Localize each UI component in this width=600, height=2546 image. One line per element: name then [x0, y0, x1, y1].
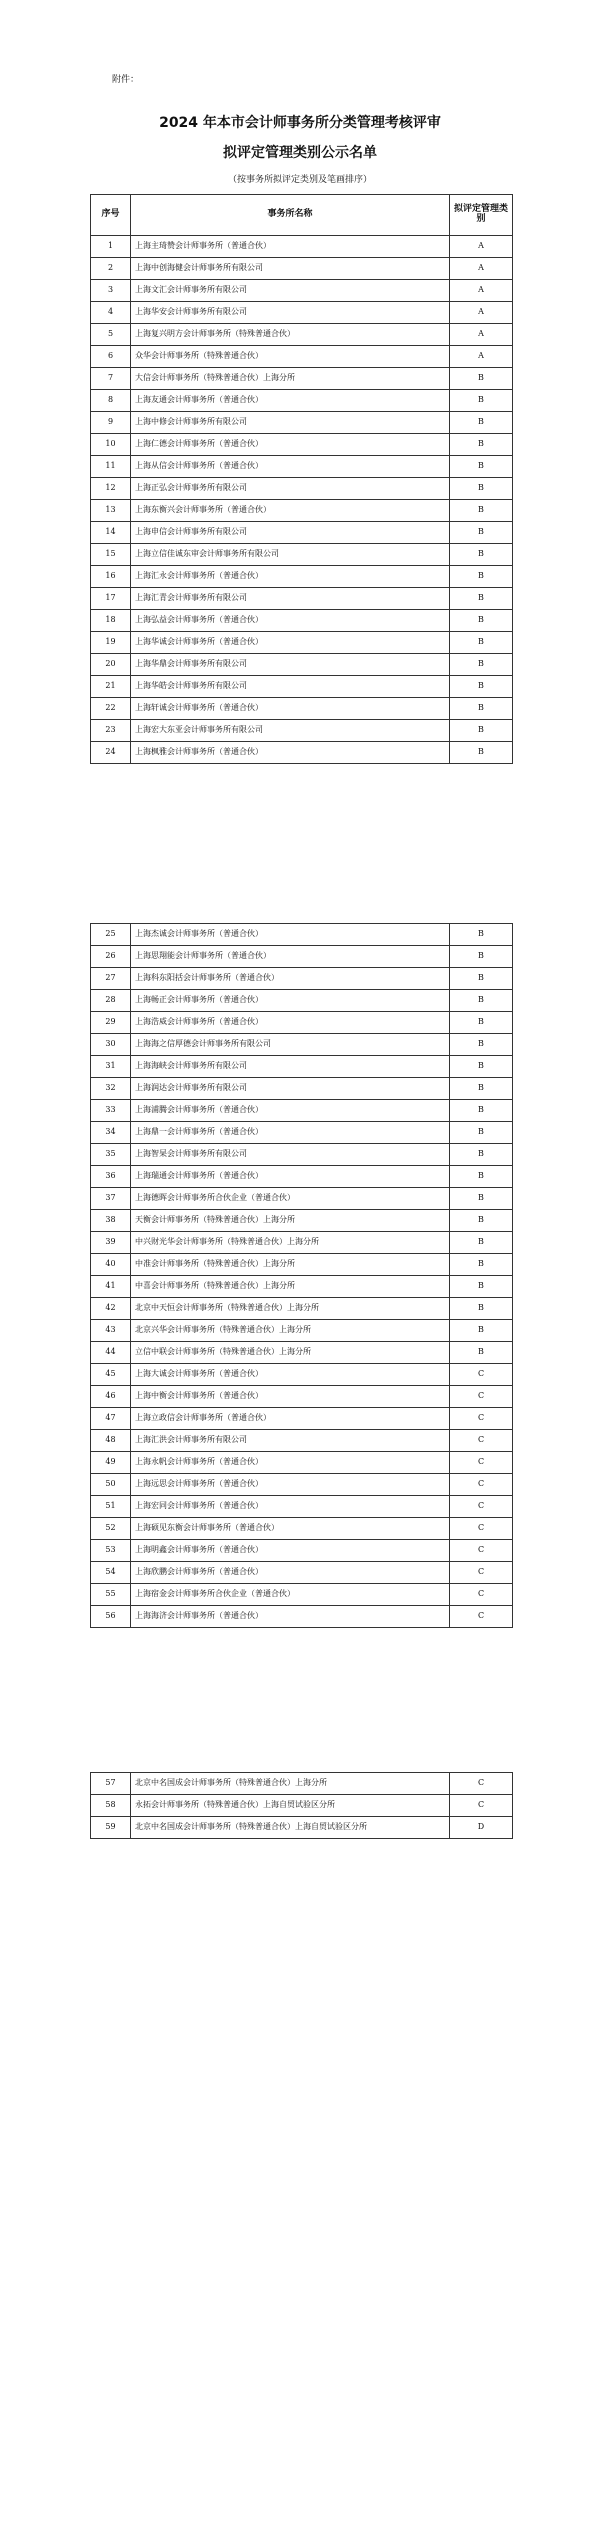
firm-table-page-1 — [90, 194, 513, 764]
table-row — [91, 1773, 513, 1795]
row-category: C — [450, 1364, 513, 1386]
row-seq: 35 — [91, 1144, 131, 1166]
table-row — [91, 1276, 513, 1298]
annex-label: 附件： — [112, 75, 140, 85]
table-row — [91, 1034, 513, 1056]
row-category: B — [450, 1122, 513, 1144]
row-category: B — [450, 698, 513, 720]
row-category: B — [450, 632, 513, 654]
row-seq: 39 — [91, 1232, 131, 1254]
row-seq: 21 — [91, 676, 131, 698]
table-row — [91, 676, 513, 698]
row-seq: 19 — [91, 632, 131, 654]
row-firm-name: 上海科东阳括会计师事务所（普通合伙） — [131, 968, 450, 990]
header-category: 拟评定管理类别 — [450, 195, 513, 236]
table-row — [91, 924, 513, 946]
row-category: B — [450, 522, 513, 544]
row-firm-name: 上海海峡会计师事务所有限公司 — [131, 1056, 450, 1078]
row-firm-name: 上海从信会计师事务所（普通合伙） — [131, 456, 450, 478]
table-row — [91, 456, 513, 478]
header-seq: 序号 — [91, 195, 131, 236]
row-firm-name: 上海浩威会计师事务所（普通合伙） — [131, 1012, 450, 1034]
row-firm-name: 上海大诚会计师事务所（普通合伙） — [131, 1364, 450, 1386]
row-category: C — [450, 1474, 513, 1496]
table-row — [91, 324, 513, 346]
table-row — [91, 1817, 513, 1839]
table-row — [91, 588, 513, 610]
row-firm-name: 上海畅正会计师事务所（普通合伙） — [131, 990, 450, 1012]
row-firm-name: 中兴财光华会计师事务所（特殊普通合伙）上海分所 — [131, 1232, 450, 1254]
row-firm-name: 上海弘益会计师事务所（普通合伙） — [131, 610, 450, 632]
table-row — [91, 1540, 513, 1562]
table-row — [91, 1012, 513, 1034]
row-firm-name: 上海宏大东亚会计师事务所有限公司 — [131, 720, 450, 742]
row-firm-name: 上海浦腾会计师事务所（普通合伙） — [131, 1100, 450, 1122]
row-seq: 56 — [91, 1606, 131, 1628]
row-seq: 41 — [91, 1276, 131, 1298]
row-seq: 22 — [91, 698, 131, 720]
table-row — [91, 968, 513, 990]
table-row — [91, 522, 513, 544]
row-seq: 45 — [91, 1364, 131, 1386]
sort-note: （按事务所拟评定类别及笔画排序） — [227, 175, 372, 185]
row-firm-name: 上海主琦赞会计师事务所（普通合伙） — [131, 236, 450, 258]
row-firm-name: 上海思翔能会计师事务所（普通合伙） — [131, 946, 450, 968]
table-row — [91, 434, 513, 456]
row-firm-name: 上海润达会计师事务所有限公司 — [131, 1078, 450, 1100]
table-row — [91, 1254, 513, 1276]
row-firm-name: 上海智杲会计师事务所有限公司 — [131, 1144, 450, 1166]
firm-table-page-3 — [90, 1772, 513, 1839]
row-category: B — [450, 720, 513, 742]
row-firm-name: 上海欣鹏会计师事务所（普通合伙） — [131, 1562, 450, 1584]
row-firm-name: 上海杰诚会计师事务所（普通合伙） — [131, 924, 450, 946]
row-seq: 57 — [91, 1773, 131, 1795]
row-firm-name: 上海正弘会计师事务所有限公司 — [131, 478, 450, 500]
row-firm-name: 中喜会计师事务所（特殊普通合伙）上海分所 — [131, 1276, 450, 1298]
table-row — [91, 1056, 513, 1078]
row-firm-name: 北京中名国成会计师事务所（特殊普通合伙）上海分所 — [131, 1773, 450, 1795]
row-firm-name: 上海仁德会计师事务所（普通合伙） — [131, 434, 450, 456]
row-category: B — [450, 1166, 513, 1188]
row-category: B — [450, 588, 513, 610]
row-seq: 8 — [91, 390, 131, 412]
row-firm-name: 上海远思会计师事务所（普通合伙） — [131, 1474, 450, 1496]
row-seq: 30 — [91, 1034, 131, 1056]
table-row — [91, 1430, 513, 1452]
row-category: B — [450, 434, 513, 456]
row-firm-name: 上海立政信会计师事务所（普通合伙） — [131, 1408, 450, 1430]
row-category: C — [450, 1540, 513, 1562]
row-firm-name: 上海中修会计师事务所有限公司 — [131, 412, 450, 434]
row-firm-name: 上海海济会计师事务所（普通合伙） — [131, 1606, 450, 1628]
table-row — [91, 946, 513, 968]
row-category: C — [450, 1386, 513, 1408]
row-firm-name: 上海文汇会计师事务所有限公司 — [131, 280, 450, 302]
row-category: A — [450, 280, 513, 302]
row-seq: 28 — [91, 990, 131, 1012]
row-seq: 17 — [91, 588, 131, 610]
table-row — [91, 500, 513, 522]
row-seq: 14 — [91, 522, 131, 544]
row-seq: 15 — [91, 544, 131, 566]
row-seq: 5 — [91, 324, 131, 346]
table-row — [91, 1795, 513, 1817]
row-seq: 34 — [91, 1122, 131, 1144]
row-seq: 37 — [91, 1188, 131, 1210]
row-category: B — [450, 946, 513, 968]
row-firm-name: 上海鼎一会计师事务所（普通合伙） — [131, 1122, 450, 1144]
row-firm-name: 上海立信佳诚东审会计师事务所有限公司 — [131, 544, 450, 566]
row-seq: 4 — [91, 302, 131, 324]
row-seq: 12 — [91, 478, 131, 500]
table-row — [91, 1342, 513, 1364]
table-row — [91, 1452, 513, 1474]
row-seq: 47 — [91, 1408, 131, 1430]
row-seq: 51 — [91, 1496, 131, 1518]
row-firm-name: 上海申信会计师事务所有限公司 — [131, 522, 450, 544]
row-seq: 29 — [91, 1012, 131, 1034]
row-seq: 36 — [91, 1166, 131, 1188]
row-category: B — [450, 1298, 513, 1320]
row-category: B — [450, 1144, 513, 1166]
row-category: C — [450, 1795, 513, 1817]
table-row — [91, 1166, 513, 1188]
row-firm-name: 北京兴华会计师事务所（特殊普通合伙）上海分所 — [131, 1320, 450, 1342]
row-firm-name: 天衡会计师事务所（特殊普通合伙）上海分所 — [131, 1210, 450, 1232]
row-firm-name: 上海宿金会计师事务所合伙企业（普通合伙） — [131, 1584, 450, 1606]
row-firm-name: 上海硕见东衡会计师事务所（普通合伙） — [131, 1518, 450, 1540]
row-category: B — [450, 1078, 513, 1100]
table-row — [91, 1122, 513, 1144]
row-category: B — [450, 368, 513, 390]
row-category: B — [450, 544, 513, 566]
table-row — [91, 1408, 513, 1430]
table-row — [91, 1232, 513, 1254]
table-row — [91, 258, 513, 280]
row-seq: 48 — [91, 1430, 131, 1452]
row-firm-name: 上海华安会计师事务所有限公司 — [131, 302, 450, 324]
table-header-row — [91, 195, 513, 236]
table-row — [91, 1298, 513, 1320]
row-seq: 32 — [91, 1078, 131, 1100]
row-seq: 2 — [91, 258, 131, 280]
row-firm-name: 上海轩诚会计师事务所（普通合伙） — [131, 698, 450, 720]
row-firm-name: 上海华鼎会计师事务所有限公司 — [131, 654, 450, 676]
row-category: B — [450, 1232, 513, 1254]
row-seq: 27 — [91, 968, 131, 990]
table-row — [91, 698, 513, 720]
row-firm-name: 上海中创海健会计师事务所有限公司 — [131, 258, 450, 280]
row-firm-name: 上海德晖会计师事务所合伙企业（普通合伙） — [131, 1188, 450, 1210]
row-seq: 7 — [91, 368, 131, 390]
row-firm-name: 中准会计师事务所（特殊普通合伙）上海分所 — [131, 1254, 450, 1276]
row-seq: 9 — [91, 412, 131, 434]
row-seq: 38 — [91, 1210, 131, 1232]
row-seq: 55 — [91, 1584, 131, 1606]
row-category: C — [450, 1518, 513, 1540]
row-seq: 59 — [91, 1817, 131, 1839]
row-seq: 3 — [91, 280, 131, 302]
row-firm-name: 上海复兴明方会计师事务所（特殊普通合伙） — [131, 324, 450, 346]
table-row — [91, 390, 513, 412]
row-seq: 46 — [91, 1386, 131, 1408]
row-category: B — [450, 1320, 513, 1342]
row-category: B — [450, 1188, 513, 1210]
row-firm-name: 大信会计师事务所（特殊普通合伙）上海分所 — [131, 368, 450, 390]
row-category: B — [450, 1012, 513, 1034]
row-seq: 6 — [91, 346, 131, 368]
document-subtitle: 拟评定管理类别公示名单 — [223, 145, 377, 161]
row-category: A — [450, 324, 513, 346]
row-category: A — [450, 346, 513, 368]
header-name: 事务所名称 — [131, 195, 450, 236]
row-category: B — [450, 1254, 513, 1276]
row-firm-name: 众华会计师事务所（特殊普通合伙） — [131, 346, 450, 368]
row-seq: 52 — [91, 1518, 131, 1540]
row-category: B — [450, 990, 513, 1012]
table-row — [91, 1144, 513, 1166]
table-row — [91, 236, 513, 258]
row-category: B — [450, 566, 513, 588]
table-row — [91, 742, 513, 764]
row-category: C — [450, 1452, 513, 1474]
row-category: C — [450, 1606, 513, 1628]
table-row — [91, 1474, 513, 1496]
row-seq: 10 — [91, 434, 131, 456]
table-row — [91, 1496, 513, 1518]
table-row — [91, 1584, 513, 1606]
row-category: B — [450, 1100, 513, 1122]
table-row — [91, 654, 513, 676]
row-firm-name: 上海汇青会计师事务所有限公司 — [131, 588, 450, 610]
row-firm-name: 上海友通会计师事务所（普通合伙） — [131, 390, 450, 412]
table-row — [91, 478, 513, 500]
row-seq: 18 — [91, 610, 131, 632]
row-category: B — [450, 390, 513, 412]
row-firm-name: 上海华诚会计师事务所（普通合伙） — [131, 632, 450, 654]
row-seq: 49 — [91, 1452, 131, 1474]
row-category: B — [450, 412, 513, 434]
row-firm-name: 上海永帆会计师事务所（普通合伙） — [131, 1452, 450, 1474]
row-category: B — [450, 456, 513, 478]
row-seq: 44 — [91, 1342, 131, 1364]
row-seq: 53 — [91, 1540, 131, 1562]
table-row — [91, 610, 513, 632]
row-category: D — [450, 1817, 513, 1839]
row-category: A — [450, 258, 513, 280]
row-seq: 20 — [91, 654, 131, 676]
table-row — [91, 302, 513, 324]
row-firm-name: 永拓会计师事务所（特殊普通合伙）上海自贸试验区分所 — [131, 1795, 450, 1817]
table-row — [91, 1100, 513, 1122]
row-category: B — [450, 968, 513, 990]
row-seq: 31 — [91, 1056, 131, 1078]
row-firm-name: 上海华皓会计师事务所有限公司 — [131, 676, 450, 698]
row-category: B — [450, 676, 513, 698]
row-seq: 58 — [91, 1795, 131, 1817]
row-category: B — [450, 500, 513, 522]
row-category: B — [450, 924, 513, 946]
row-firm-name: 北京中天恒会计师事务所（特殊普通合伙）上海分所 — [131, 1298, 450, 1320]
table-row — [91, 1518, 513, 1540]
row-firm-name: 上海明鑫会计师事务所（普通合伙） — [131, 1540, 450, 1562]
table-row — [91, 1188, 513, 1210]
row-firm-name: 上海海之信厚德会计师事务所有限公司 — [131, 1034, 450, 1056]
row-category: C — [450, 1496, 513, 1518]
row-firm-name: 上海枫雅会计师事务所（普通合伙） — [131, 742, 450, 764]
row-seq: 16 — [91, 566, 131, 588]
row-seq: 33 — [91, 1100, 131, 1122]
row-seq: 43 — [91, 1320, 131, 1342]
row-seq: 26 — [91, 946, 131, 968]
table-row — [91, 1320, 513, 1342]
row-category: B — [450, 478, 513, 500]
row-seq: 1 — [91, 236, 131, 258]
row-category: B — [450, 1342, 513, 1364]
row-firm-name: 上海东衡兴会计师事务所（普通合伙） — [131, 500, 450, 522]
row-seq: 40 — [91, 1254, 131, 1276]
row-firm-name: 上海汇洪会计师事务所有限公司 — [131, 1430, 450, 1452]
table-row — [91, 1210, 513, 1232]
row-seq: 50 — [91, 1474, 131, 1496]
table-row — [91, 368, 513, 390]
table-row — [91, 412, 513, 434]
row-category: A — [450, 302, 513, 324]
row-firm-name: 上海汇永会计师事务所（普通合伙） — [131, 566, 450, 588]
row-firm-name: 上海中衡会计师事务所（普通合伙） — [131, 1386, 450, 1408]
table-row — [91, 1078, 513, 1100]
table-row — [91, 990, 513, 1012]
table-row — [91, 1364, 513, 1386]
row-category: C — [450, 1408, 513, 1430]
table-row — [91, 1606, 513, 1628]
table-row — [91, 566, 513, 588]
row-category: B — [450, 1276, 513, 1298]
row-firm-name: 上海宏同会计师事务所（普通合伙） — [131, 1496, 450, 1518]
row-seq: 13 — [91, 500, 131, 522]
row-seq: 23 — [91, 720, 131, 742]
row-category: C — [450, 1562, 513, 1584]
row-firm-name: 立信中联会计师事务所（特殊普通合伙）上海分所 — [131, 1342, 450, 1364]
table-row — [91, 1386, 513, 1408]
row-category: A — [450, 236, 513, 258]
document-title: 2024 年本市会计师事务所分类管理考核评审 — [159, 115, 441, 131]
table-row — [91, 632, 513, 654]
table-row — [91, 280, 513, 302]
row-firm-name: 北京中名国成会计师事务所（特殊普通合伙）上海自贸试验区分所 — [131, 1817, 450, 1839]
row-category: C — [450, 1773, 513, 1795]
table-row — [91, 346, 513, 368]
table-row — [91, 544, 513, 566]
table-row — [91, 1562, 513, 1584]
row-category: B — [450, 654, 513, 676]
row-category: B — [450, 610, 513, 632]
row-seq: 42 — [91, 1298, 131, 1320]
row-category: B — [450, 1056, 513, 1078]
firm-table-page-2 — [90, 923, 513, 1628]
table-row — [91, 720, 513, 742]
row-category: B — [450, 742, 513, 764]
row-seq: 11 — [91, 456, 131, 478]
row-category: B — [450, 1210, 513, 1232]
row-category: C — [450, 1430, 513, 1452]
row-category: C — [450, 1584, 513, 1606]
row-firm-name: 上海瑞通会计师事务所（普通合伙） — [131, 1166, 450, 1188]
row-category: B — [450, 1034, 513, 1056]
row-seq: 24 — [91, 742, 131, 764]
row-seq: 25 — [91, 924, 131, 946]
row-seq: 54 — [91, 1562, 131, 1584]
